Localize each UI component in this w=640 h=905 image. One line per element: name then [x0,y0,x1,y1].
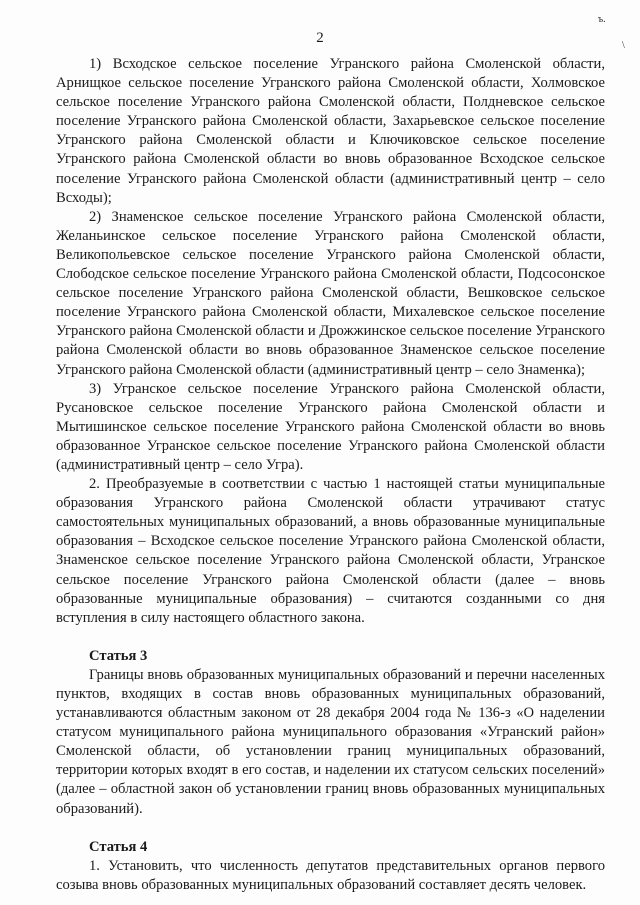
article-heading: Статья 3 [89,647,148,664]
page-number: 2 [316,30,324,46]
paragraph: 2. Преобразуемые в соответствии с частью 1 настоящей статьи муниципальные образования Угранского района Смоленской области утрачивают статус самостоятельных муниципальных образований, а вновь образованные муниципальные образования – Всходское сельское поселение Угранского района Смоленской области, Знаменское сельское поселение Угранского района Смоленской области, Угранское сельское поселение Угранского района Смоленской области (далее – вновь образованные муниципальные образования) – считаются созданными со дня вступления в силу настоящего областного закона. [56,476,605,626]
paragraph: 3) Угранское сельское поселение Угранского района Смоленской области, Русановское сельское поселение Угранского района Смоленской области и Мытишинское сельское поселение Угранского района Смоленской области во вновь образованное Угранское сельское поселение Угранского района Смоленской области (административный центр – село Угра). [56,380,605,473]
paragraph: Границы вновь образованных муниципальных образований и перечни населенных пунктов, входящих в состав вновь образованных муниципальных образований, устанавливаются областным законом от 28 декабря 2004 года № 136-з «О наделении статусом муниципального района муниципального образования «Угранский район» Смоленской области, об установлении границ муниципальных образований, территории которых входят в его состав, и наделении их статусом сельских поселений» (далее – областной закон об установлении границ вновь образованных муниципальных образований). [56,666,605,817]
paragraph: 2) Знаменское сельское поселение Угранского района Смоленской области, Желаньинское сельское поселение Угранского района Смоленской области, Великопольевское сельское поселение Угранского района Смоленской области, Слободское сельское поселение Угранского района Смоленской области, Подсосонское сельское поселение Угранского района Смоленской области, Вешковское сельское поселение Угранского района Смоленской области, Михалевское сельское поселение Угранского района Смоленской области и Дрожжинское сельское поселение Угранского района Смоленской области во вновь образованное Знаменское сельское поселение Угранского района Смоленской области (административный центр – село Знаменка); [56,208,605,378]
paragraph: 1. Установить, что численность депутатов представительных органов первого созыва вновь образованных муниципальных образований составляет десять человек. [56,857,605,893]
corner-mark: ъ. [598,14,606,25]
corner-mark: \ [622,40,625,51]
paragraph: 1) Всходское сельское поселение Угранского района Смоленской области, Арнищкое сельское поселение Угранского района Смоленской области, Холмовское сельское поселение Угранского района Смоленской области, Полдневское сельское поселение Угранского района Смоленской области, Захарьевское сельское поселение Угранского района Смоленской области и Ключиковское сельское поселение Угранского района Смоленской области во вновь образованное Всходское сельское поселение Угранского района Смоленской области (административный центр – село Всходы); [56,56,605,206]
document-body [56,55,605,895]
article-heading: Статья 4 [89,838,148,855]
